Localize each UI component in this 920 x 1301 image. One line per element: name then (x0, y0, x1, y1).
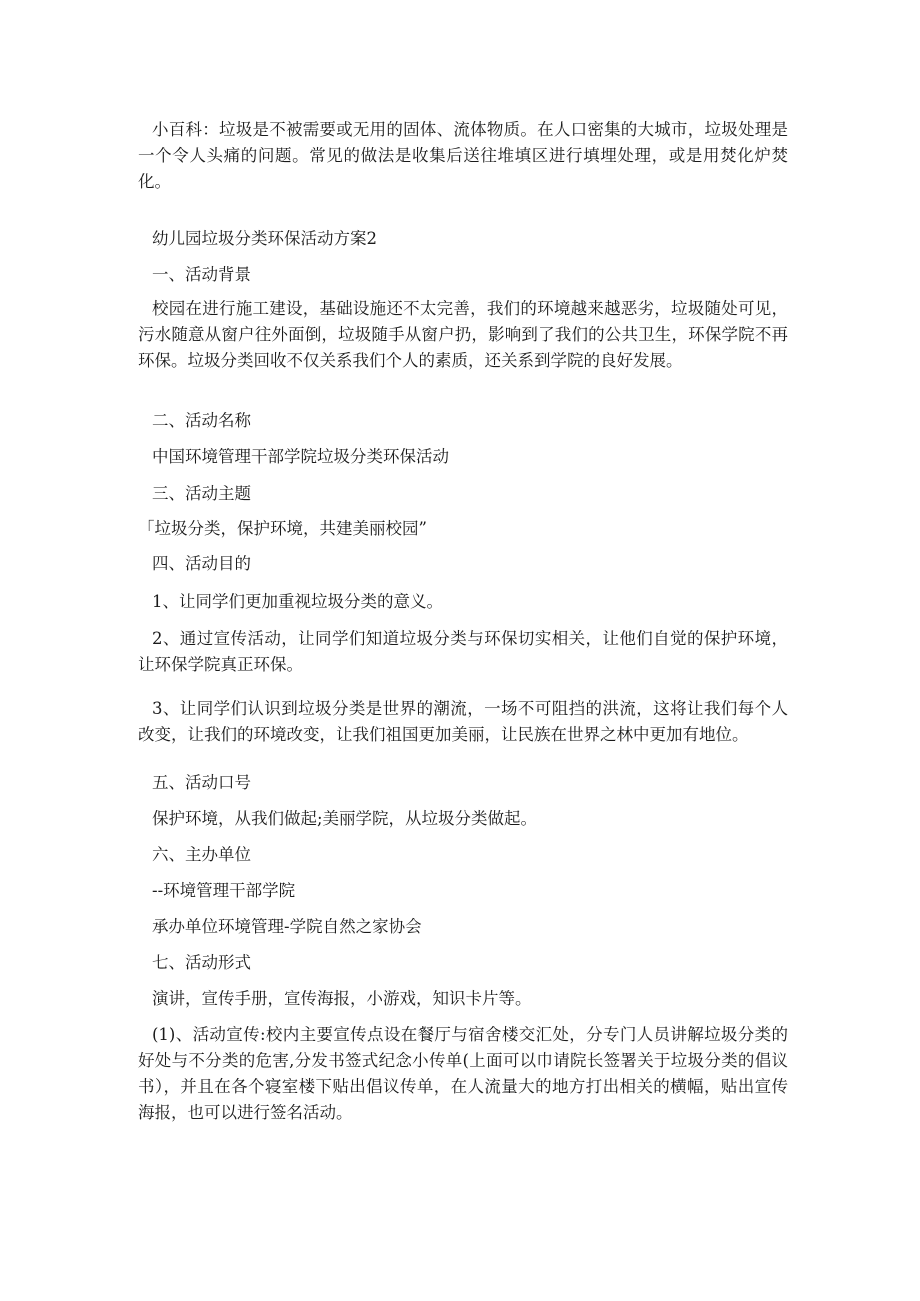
paragraph-organizer: --环境管理干部学院 (152, 881, 296, 900)
heading-purpose: 四、活动目的 (152, 554, 251, 573)
purpose-item-2: 2、通过宣传活动，让同学们知道垃圾分类与环保切实相关，让他们自觉的保护环境，让环保学院真正环保。 (138, 629, 788, 674)
purpose-item-1: 1、让同学们更加重视垃圾分类的意义。 (152, 592, 443, 611)
paragraph-co-organizer: 承办单位环境管理-学院自然之家协会 (152, 917, 422, 936)
heading-organizer: 六、主办单位 (152, 845, 251, 864)
purpose-item-3: 3、让同学们认识到垃圾分类是世界的潮流，一场不可阻挡的洪流，这将让我们每个人改变，让我们的环境改变，让我们祖国更加美丽，让民族在世界之林中更加有地位。 (138, 699, 788, 744)
paragraph-theme: 「垃圾分类，保护环境，共建美丽校园” (138, 519, 427, 538)
paragraph-publicity: (1)、活动宣传:校内主要宣传点设在餐厅与宿舍楼交汇处，分专门人员讲解垃圾分类的好处与不分类的危害,分发书签式纪念小传单(上面可以巾请院长签署关于垃圾分类的倡议书），并且在各个寝室楼下贴出倡议传单，在人流量大的地方打出相关的横幅，贴出宣传海报，也可以进行签名活动。 (138, 1025, 788, 1122)
paragraph-encyclopedia: 小百科：垃圾是不被需要或无用的固体、流体物质。在人口密集的大城市，垃圾处理是一个令人头痛的问题。常见的做法是收集后送往堆填区进行填埋处理，或是用焚化炉焚化。 (138, 120, 788, 191)
paragraph-slogan: 保护环境，从我们做起;美丽学院，从垃圾分类做起。 (152, 809, 538, 828)
document-title: 幼儿园垃圾分类环保活动方案2 (152, 229, 377, 248)
paragraph-format: 演讲，宣传手册，宣传海报，小游戏，知识卡片等。 (152, 989, 532, 1008)
heading-slogan: 五、活动口号 (152, 773, 251, 792)
paragraph-activity-name: 中国环境管理干部学院垃圾分类环保活动 (152, 447, 449, 466)
heading-format: 七、活动形式 (152, 953, 251, 972)
heading-activity-name: 二、活动名称 (152, 411, 251, 430)
paragraph-background: 校园在进行施工建设，基础设施还不太完善，我们的环境越来越恶劣，垃圾随处可见，污水随意从窗户往外面倒，垃圾随手从窗户扔，影响到了我们的公共卫生，环保学院不再环保。垃圾分类回收不仅关系我们个人的素质，还关系到学院的良好发展。 (138, 299, 788, 370)
heading-theme: 三、活动主题 (152, 484, 251, 503)
heading-background: 一、活动背景 (152, 265, 251, 284)
